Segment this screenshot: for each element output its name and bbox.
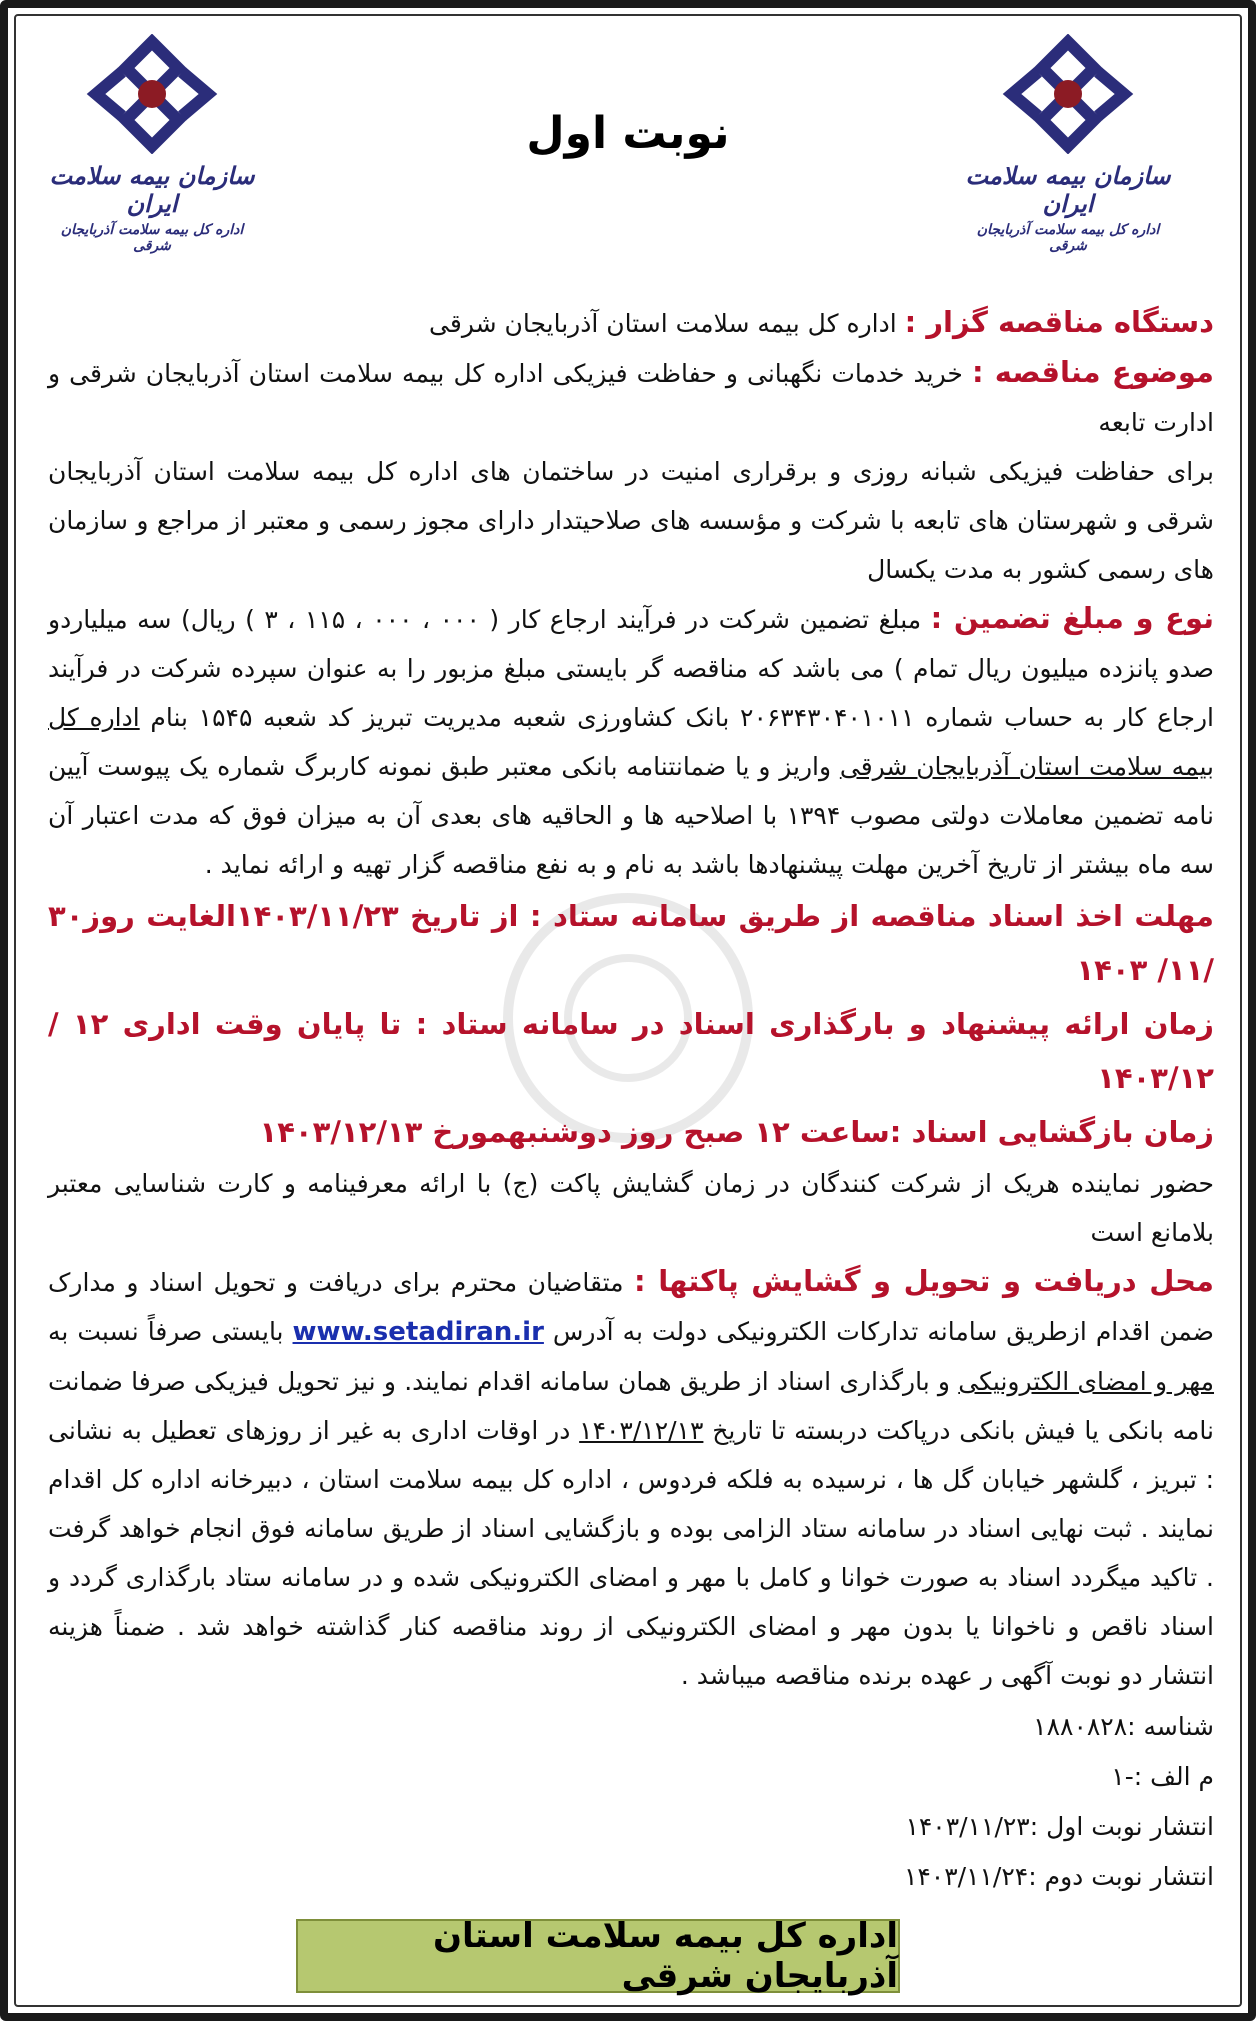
guarantee-section bbox=[48, 594, 1214, 889]
electronic-signature-text: مهر و امضای الکترونیکی bbox=[958, 1367, 1215, 1396]
notice-title: نوبت اول bbox=[526, 108, 730, 159]
submission-deadline: زمان ارائه پیشنهاد و بارگذاری اسناد در سامانه ستاد : تا پایان وقت اداری ۱۲ /۱۴۰۳/۱۲ bbox=[48, 1007, 1214, 1095]
org-subtitle: اداره کل بیمه سلامت آذربایجان شرقی bbox=[60, 222, 244, 254]
org-name: سازمان بیمه سلامت ایران bbox=[965, 162, 1171, 218]
tender-authority-line bbox=[48, 298, 1214, 348]
guarantee-label: نوع و مبلغ تضمین : bbox=[930, 601, 1215, 635]
delivery-text-3: و بارگذاری اسناد از طریق همان سامانه اقدام نمایند. و نیز تحویل فیزیکی صرفا ضمانت نامه بانکی یا فیش بانکی درپاکت دربسته تا تاریخ bbox=[48, 1367, 1215, 1445]
attendance-note: حضور نماینده هریک از شرکت کنندگان در زمان گشایش پاکت (ج) با ارائه معرفینامه و کارت شناسایی معتبر بلامانع است bbox=[48, 1169, 1214, 1247]
tender-authority-label: دستگاه مناقصه گزار : bbox=[904, 305, 1214, 339]
guarantee-account-holder: اداره کل بیمه سلامت استان آذربایجان شرقی bbox=[48, 703, 1214, 781]
opening-time: زمان بازگشایی اسناد :ساعت ۱۲ صبح روز دوشنبهمورخ ۱۴۰۳/۱۲/۱۳ bbox=[259, 1115, 1214, 1149]
org-name: سازمان بیمه سلامت ایران bbox=[49, 162, 255, 218]
footer-org-banner: اداره کل بیمه سلامت استان آذربایجان شرقی bbox=[296, 1919, 900, 1993]
org-subtitle: اداره کل بیمه سلامت آذربایجان شرقی bbox=[976, 222, 1160, 254]
first-publish-date: انتشار نوبت اول :۱۴۰۳/۱۱/۲۳ bbox=[905, 1812, 1214, 1841]
tender-authority-value: اداره کل بیمه سلامت استان آذربایجان شرقی bbox=[429, 309, 897, 338]
guarantee-text-2: واریز و یا ضمانتنامه بانکی معتبر طبق نمونه کاربرگ شماره یک پیوست آیین نامه تضمین معاملات دولتی مصوب ۱۳۹۴ با اصلاحیه ها و الحاقیه های بعدی آن به میزان فوق که مدت اعتبار آن سه ماه بیشتر از تاریخ آخرین مهلت پیشنهادها باشد به نام و به نفع مناقصه گزار تهیه و ارائه نماید . bbox=[48, 752, 1214, 879]
delivery-text-1: متقاضیان محترم برای دریافت و تحویل اسناد و مدارک ضمن اقدام ازطریق سامانه تدارکات الکترونیکی دولت به آدرس bbox=[48, 1268, 1214, 1346]
delivery-section bbox=[48, 1257, 1214, 1700]
guarantee-text-1: مبلغ تضمین شرکت در فرآیند ارجاع کار ( ۰۰۰ ، ۰۰۰ ، ۱۱۵ ، ۳ ) ریال) سه میلیاردو صدو پانزده میلیون ریال تمام ) می باشد که مناقصه گر بایستی مبلغ مزبور را به عنوان سپرده شرکت در فرآیند ارجاع کار به حساب شماره ۲۰۶۳۴۳۰۴۰۱۰۱۱ بانک کشاورزی شعبه مدیریت تبریز کد شعبه ۱۵۴۵ بنام bbox=[48, 605, 1214, 732]
delivery-text-4: در اوقات اداری به غیر از روزهای تعطیل به نشانی : تبریز ، گلشهر خیابان گل ها ، نرسیده به فلکه فردوس ، اداره کل بیمه سلامت استان ، دبیرخانه اداره کل اقدام نمایند . ثبت نهایی اسناد در سامانه ستاد الزامی بوده و بازگشایی اسناد از طریق سامانه فوق انجام خواهد گرفت . تاکید میگردد اسناد به صورت خوانا و کامل با مهر و امضای الکترونیکی شده و در سامانه ستاد بارگذاری گردد و اسناد ناقص و ناخوانا یا بدون مهر و امضای الکترونیکی از روند مناقصه کنار گذاشته خواهد شد . ضمناً هزینه انتشار دو نوبت آگهی ر عهده برنده مناقصه میباشد . bbox=[48, 1416, 1214, 1690]
delivery-text-2: بایستی صرفاً نسبت به bbox=[48, 1317, 284, 1346]
tender-subject-value: خرید خدمات نگهبانی و حفاظت فیزیکی اداره کل بیمه سلامت استان آذربایجان شرقی و ادارت تابعه bbox=[48, 359, 1214, 437]
notice-body bbox=[48, 298, 1214, 1902]
tender-subject-line bbox=[48, 348, 1214, 447]
documents-deadline: مهلت اخذ اسناد مناقصه از طریق سامانه ستاد : از تاریخ ۱۴۰۳/۱۱/۲۳الغایت روز۳۰ /۱۱/ ۱۴۰۳ bbox=[48, 899, 1214, 987]
tender-description: برای حفاظت فیزیکی شبانه روزی و برقراری امنیت در ساختمان های اداره کل بیمه سلامت استان آذربایجان شرقی و شهرستان های تابعه با شرکت و مؤسسه های صلاحیتدار دارای مجوز رسمی و معتبر از مراجع و سازمان های رسمی کشور به مدت یکسال bbox=[48, 457, 1214, 584]
delivery-label: محل دریافت و تحویل و گشایش پاکتها : bbox=[634, 1264, 1214, 1298]
setadiran-link[interactable]: www.setadiran.ir bbox=[292, 1317, 544, 1347]
second-publish-date: انتشار نوبت دوم :۱۴۰۳/۱۱/۲۴ bbox=[903, 1862, 1214, 1891]
notice-id: شناسه :۱۸۸۰۸۲۸ bbox=[1033, 1712, 1214, 1741]
notice-code: م الف :-۱ bbox=[1111, 1762, 1214, 1791]
tender-subject-label: موضوع مناقصه : bbox=[971, 355, 1215, 389]
delivery-date: ۱۴۰۳/۱۲/۱۳ bbox=[579, 1416, 704, 1445]
notice-meta bbox=[48, 1702, 1214, 1902]
